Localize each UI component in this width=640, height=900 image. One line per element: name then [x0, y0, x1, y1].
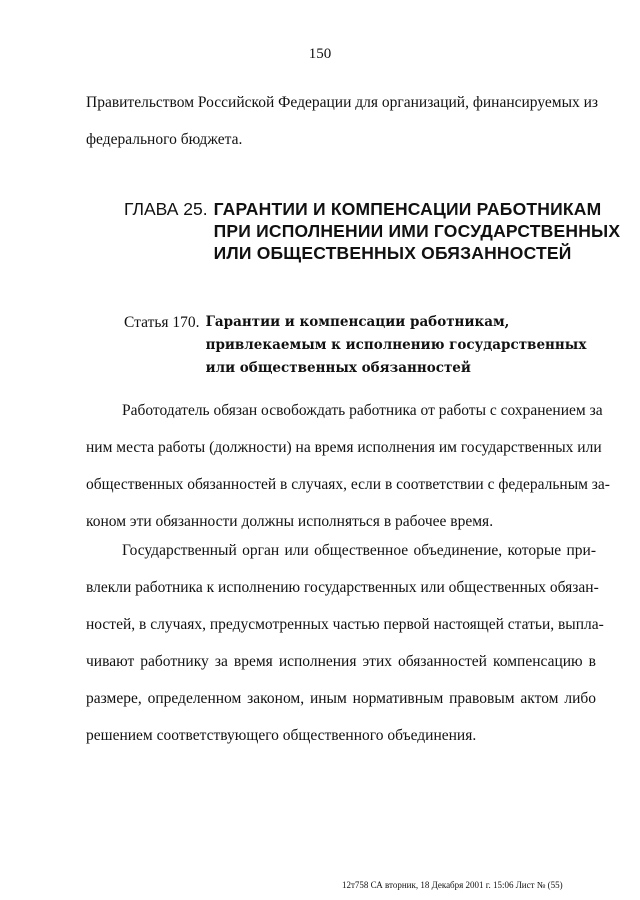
chapter-label: ГЛАВА 25. — [124, 199, 208, 219]
article-title-line: Гарантии и компенсации работникам, — [205, 314, 510, 330]
paragraph-line: коном эти обязанности должны исполняться в рабочее время. — [86, 513, 494, 530]
paragraph-line: федерального бюджета. — [86, 131, 243, 148]
chapter-title-line: ИЛИ ОБЩЕСТВЕННЫХ ОБЯЗАННОСТЕЙ — [213, 243, 572, 263]
chapter-title — [214, 198, 621, 264]
print-footer: 12т758 СА вторник, 18 Декабря 2001 г. 15:06 Лист № (55) — [342, 880, 563, 890]
paragraph-line: общественных обязанностей в случаях, если в соответствии с федеральным за- — [86, 476, 610, 493]
article-title-line: или общественных обязанностей — [205, 360, 471, 376]
paragraph-line: размере, определенном законом, иным нормативным правовым актом либо — [86, 690, 596, 707]
paragraph-line: чивают работнику за время исполнения этих обязанностей компенсацию в — [86, 653, 596, 670]
paragraph-line: решением соответствующего общественного объединения. — [86, 727, 477, 744]
paragraph-line: ностей, в случаях, предусмотренных частью первой настоящей статьи, выпла- — [86, 616, 604, 633]
chapter-heading — [124, 198, 621, 264]
paragraph-2 — [86, 532, 604, 754]
paragraph-line: Правительством Российской Федерации для организаций, финансируемых из — [86, 94, 599, 111]
chapter-title-line: ПРИ ИСПОЛНЕНИИ ИМИ ГОСУДАРСТВЕННЫХ — [213, 221, 621, 241]
carry-over-paragraph — [86, 84, 599, 158]
paragraph-1 — [86, 392, 610, 540]
article-title — [206, 311, 587, 380]
paragraph-line: Государственный орган или общественное объединение, которые при- — [122, 542, 596, 559]
page-number: 150 — [308, 46, 332, 62]
article-title-line: привлекаемым к исполнению государственных — [205, 337, 587, 353]
article-label: Статья 170. — [124, 314, 200, 331]
paragraph-line: Работодатель обязан освобождать работника от работы с сохранением за — [122, 402, 603, 419]
paragraph-line: влекли работника к исполнению государственных или общественных обязан- — [86, 579, 599, 596]
paragraph-line: ним места работы (должности) на время исполнения им государственных или — [86, 439, 602, 456]
article-heading — [124, 311, 614, 380]
chapter-title-line: ГАРАНТИИ И КОМПЕНСАЦИИ РАБОТНИКАМ — [213, 199, 602, 219]
